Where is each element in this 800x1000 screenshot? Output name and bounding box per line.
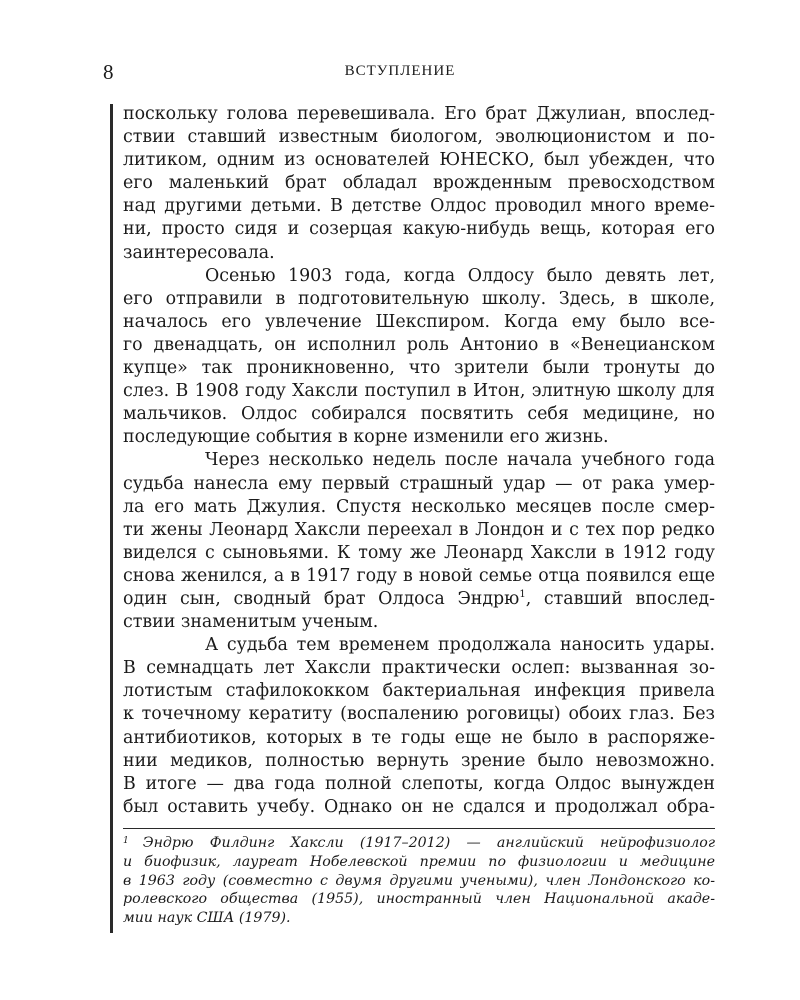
text-line: судьба нанесла ему первый страшный удар — от рака умер- [123, 473, 715, 494]
text-line-part: , ставший впослед- [525, 588, 716, 609]
body-text [123, 103, 715, 819]
footnote-line [123, 834, 715, 853]
text-line-with-footnote-ref [123, 588, 715, 611]
text-line: ти жены Леонард Хаксли переехал в Лондон и с тех пор редко [123, 519, 715, 540]
text-line: снова женился, а в 1917 году в новой семье отца появился еще [123, 565, 715, 586]
text-line: В итоге — два года полной слепоты, когда Олдос вынужден [123, 773, 715, 794]
footnote-ref: 1 [519, 589, 526, 601]
text-line: Через несколько недель после начала учебного года [205, 450, 715, 471]
running-head: ВСТУПЛЕНИЕ [344, 63, 456, 79]
text-line: лотистым стафилококком бактериальная инфекция привела [123, 681, 715, 702]
text-line: его отправили в подготовительную школу. Здесь, в школе, [123, 288, 715, 309]
text-line: виделся с сыновьями. К тому же Леонард Хаксли в 1912 году [123, 542, 715, 563]
text-line: над другими детьми. В детстве Олдос проводил много време- [123, 196, 715, 217]
text-line: литиком, одним из основателей ЮНЕСКО, был убежден, что [123, 150, 715, 171]
text-line: поскольку голова перевешивала. Его брат Джулиан, впослед- [123, 104, 715, 124]
text-line: был оставить учебу. Однако он не сдался и продолжал обра- [123, 796, 715, 817]
text-line: Осенью 1903 года, когда Олдосу было девять лет, [205, 265, 715, 286]
footnote-line: ролевского общества (1955), иностранный член Национальной акаде- [123, 891, 715, 908]
text-line: ни, просто сидя и созерцая какую-нибудь вещь, которая его [123, 219, 715, 240]
text-line-part: один сын, сводный брат Олдоса Эндрю [123, 588, 520, 609]
footnote-rule [123, 828, 715, 829]
footnote-marker: 1 [123, 836, 129, 846]
text-line: А судьба тем временем продолжала наносить удары. [205, 635, 715, 656]
footnote-line: и биофизик, лауреат Нобелевской премии по физиологии и медицине [123, 853, 715, 870]
text-line: заинтересовала. [123, 242, 275, 263]
text-line: го двенадцать, он исполнил роль Антонио в «Венецианском [123, 334, 715, 355]
footnote [123, 834, 715, 928]
text-line: купце» так проникновенно, что зрители были тронуты до [123, 358, 715, 379]
text-line: нии медиков, полностью вернуть зрение было невозможно. [123, 750, 715, 771]
text-line: к точечному кератиту (воспалению роговицы) обоих глаз. Без [123, 704, 715, 725]
text-line: ла его мать Джулия. Спустя несколько месяцев после смер- [123, 496, 715, 517]
text-line: последующие события в корне изменили его жизнь. [123, 427, 609, 448]
text-line: слез. В 1908 году Хаксли поступил в Итон, элитную школу для [123, 381, 715, 402]
text-line: ствии знаменитым ученым. [123, 612, 379, 633]
page-number: 8 [103, 60, 114, 84]
text-line: антибиотиков, которых в те годы еще не было в распоряже- [123, 727, 715, 748]
text-line: его маленький брат обладал врожденным превосходством [123, 173, 715, 194]
text-line: началось его увлечение Шекспиром. Когда ему было все- [123, 311, 715, 332]
text-line: ствии ставший известным биологом, эволюционистом и по- [123, 127, 715, 148]
text-line: мальчиков. Олдос собирался посвятить себя медицине, но [123, 404, 715, 425]
footnote-text: Эндрю Филдинг Хаксли (1917–2012) — английский нейрофизиолог [142, 835, 715, 851]
text-line: В семнадцать лет Хаксли практически ослеп: вызванная зо- [123, 658, 715, 679]
margin-bar [110, 104, 113, 933]
footnote-line: в 1963 году (совместно с двумя другими учеными), член Лондонского ко- [123, 872, 715, 889]
footnote-line: мии наук США (1979). [123, 910, 291, 927]
